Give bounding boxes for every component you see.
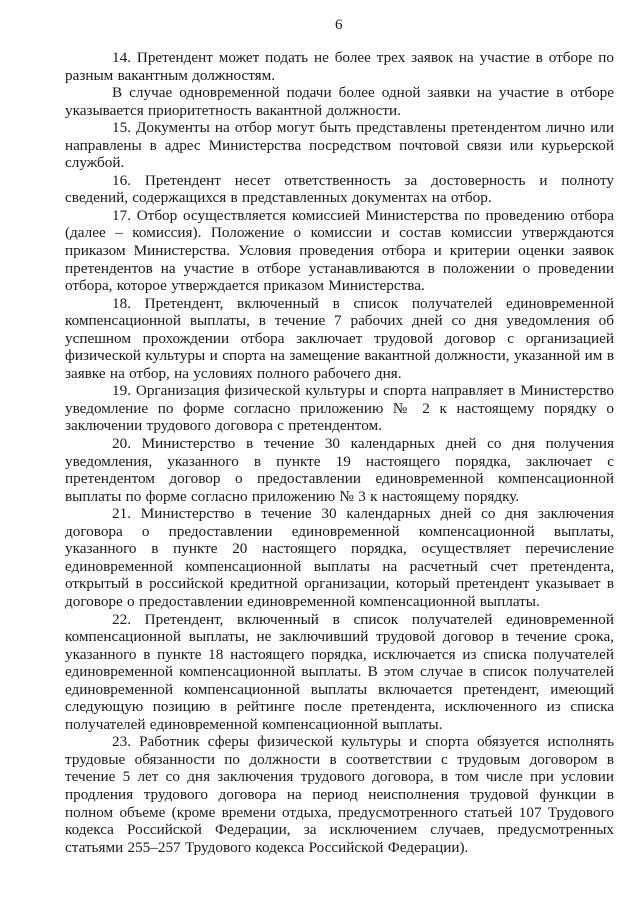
paragraph-18: 18. Претендент, включенный в список получателей единовременной компенсационной выплаты, в течение 7 рабочих дней со дня уведомления об успешном прохождении отбора заключает трудовой договор с организацией физической культуры и спорта на замещение вакантной должности, указанной им в заявке на отбор, на условиях полного рабочего дня. (65, 294, 614, 382)
paragraph-21: 21. Министерство в течение 30 календарных дней со дня заключения договора о предоставлении единовременной компенсационной выплаты, указанного в пункте 20 настоящего порядка, осуществляет перечисление единовременной компенсационной выплаты на расчетный счет претендента, открытый в российской кредитной организации, который претендент указывает в договоре о предоставлении единовременной компенсационной выплаты. (65, 505, 614, 610)
paragraph-20: 20. Министерство в течение 30 календарных дней со дня получения уведомления, указанного в пункте 19 настоящего порядка, заключает с претендентом договор о предоставлении единовременной компенсационной выплаты по форме согласно приложению № 3 к настоящему порядку. (65, 435, 614, 505)
paragraph-14: 14. Претендент может подать не более трех заявок на участие в отборе по разным вакантным должностям. (65, 49, 614, 84)
paragraph-16: 16. Претендент несет ответственность за достоверность и полноту сведений, содержащихся в представленных документах на отбор. (65, 171, 614, 207)
page-number: 6 (335, 17, 343, 33)
paragraph-19: 19. Организация физической культуры и спорта направляет в Министерство уведомление по форме согласно приложению № 2 к настоящему порядку о заключении трудового договора с претендентом. (65, 382, 614, 435)
document-body (65, 49, 614, 856)
paragraph-23: 23. Работник сферы физической культуры и спорта обязуется исполнять трудовые обязанности по должности в соответствии с трудовым договором в течение 5 лет со дня заключения трудового договора, в том числе при условии продления трудового договора на период неисполнения трудовой функции в полном объеме (кроме времени отдыха, предусмотренного статьей 107 Трудового кодекса Российской Федерации, за исключением случаев, предусмотренных статьями 255–257 Трудового кодекса Российской Федерации). (65, 733, 614, 856)
paragraph-17: 17. Отбор осуществляется комиссией Министерства по проведению отбора (далее – комиссия). Положение о комиссии и состав комиссии утверждаются приказом Министерства. Условия проведения отбора и критерии оценки заявок претендентов на участие в отборе устанавливаются в положении о проведении отбора, которое утверждается приказом Министерства. (65, 206, 614, 295)
paragraph-22: 22. Претендент, включенный в список получателей единовременной компенсационной выплаты, не заключивший трудовой договор в течение срока, указанного в пункте 18 настоящего порядка, исключается из списка получателей единовременной компенсационной выплаты. В этом случае в список получателей единовременной компенсационной выплаты включается претендент, имеющий следующую позицию в рейтинге после претендента, исключенного из списка получателей единовременной компенсационной выплаты. (65, 610, 614, 733)
paragraph-15: 15. Документы на отбор могут быть представлены претендентом лично или направлены в адрес Министерства посредством почтовой связи или курьерской службой. (65, 119, 614, 172)
paragraph-14-subclause: В случае одновременной подачи более одной заявки на участие в отборе указывается приоритетность вакантной должности. (65, 84, 614, 119)
